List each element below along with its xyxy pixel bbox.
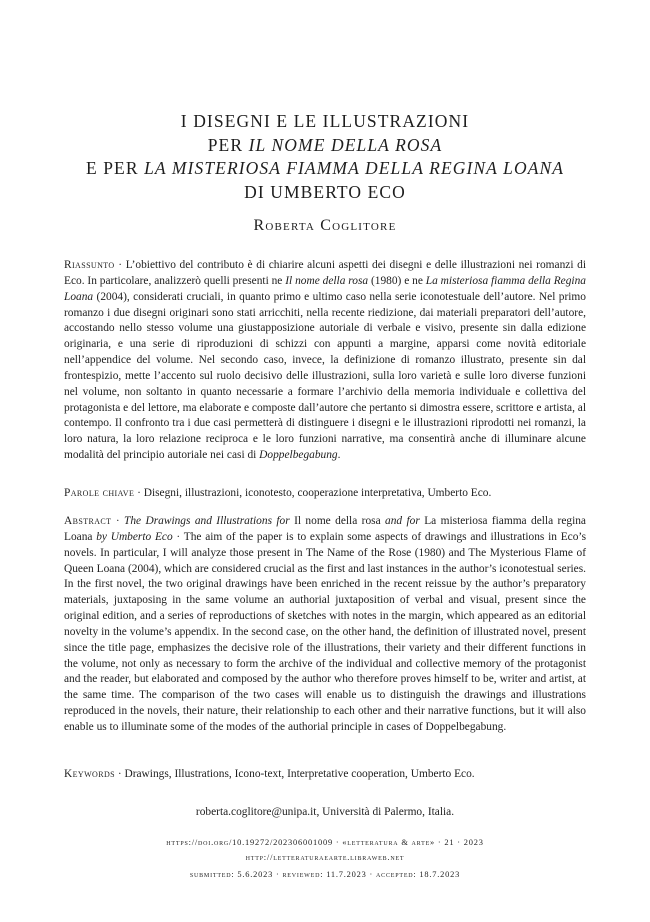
riassunto-italic-2: La misteriosa fiamma della Regina Loana (64, 274, 586, 303)
parole-chiave-separator: · (134, 487, 144, 499)
author-affiliation: roberta.coglitore@unipa.it, Università di Palermo, Italia. (195, 806, 455, 818)
keywords-label: Keywords (64, 768, 115, 780)
abstract-italic-1: The Drawings and Illustrations for (124, 515, 290, 527)
riassunto-text-1: L’obiettivo del contributo è di chiarire alcuni aspetti dei disegni e delle illustrazioni nei romanzi di Eco. In particolare, analizzerò quelli presenti ne (64, 259, 586, 287)
abstract-text-1: Il nome della rosa (289, 515, 386, 527)
doi-line: https://doi.org/10.19272/202306001009 · «letteratura & arte» · 21 · 2023 (166, 838, 484, 847)
riassunto-text-4: . (337, 449, 341, 462)
title-line-3-prefix: E PER (85, 158, 145, 178)
author-name: Roberta Coglitore (253, 217, 397, 234)
riassunto-label: Riassunto (64, 259, 115, 271)
riassunto-italic-3: Doppelbegabung (259, 449, 338, 462)
submission-dates: submitted: 5.6.2023 · reviewed: 11.7.2023 · accepted: 18.7.2023 (189, 870, 461, 879)
title-line-3 (0, 157, 650, 181)
parole-chiave-text: Disegni, illustrazioni, iconotesto, cooperazione interpretativa, Umberto Eco. (143, 487, 492, 499)
riassunto-paragraph (64, 258, 586, 464)
title-line-2-prefix: PER (207, 134, 249, 155)
journal-url: http://letteraturaearte.libraweb.net (245, 853, 405, 862)
title-line-1: I DISEGNI E LE ILLUSTRAZIONI (180, 111, 470, 131)
parole-chiave-label: Parole chiave (64, 487, 135, 499)
title-line-2 (0, 134, 650, 158)
abstract-text-2: La misteriosa fiamma della regina Loana (64, 515, 586, 543)
riassunto-separator: · (114, 259, 126, 271)
keywords-paragraph (64, 767, 586, 783)
title-line-3-italic: LA MISTERIOSA FIAMMA DELLA REGINA LOANA (144, 158, 565, 178)
abstract-separator: · (111, 515, 125, 527)
title-line-4: DI UMBERTO ECO (244, 181, 406, 202)
title-line-2-italic: IL NOME DELLA ROSA (248, 134, 443, 155)
parole-chiave-paragraph (64, 486, 586, 502)
keywords-text: Drawings, Illustrations, Icono-text, Interpretative cooperation, Umberto Eco. (124, 768, 475, 780)
abstract-italic-3: by Umberto Eco (96, 530, 173, 543)
riassunto-text-3: (2004), considerati cruciali, in quanto primo e ultimo caso nella serie iconotestuale dell’autore. Nel primo romanzo i due disegni originari sono stati arricchiti, nella recente riedizione, dai materiali preparatori dell’autore, accostando nello stesso volume una giustapposizione autoriale di verbale e visivo, presente sin dalla edizione originaria, e una serie di riproduzioni di schizzi con appunti a margine, apparsi come novità editoriale nell’appendice del volume. Nel secondo caso, invece, la definizione di romanzo illustrato, presente sin dal frontespizio, mette l’accento sul ruolo decisivo delle illustrazioni, sulla loro varietà e sulle loro diverse funzioni nel volume, non soltanto in quanto necessarie a formare l’archivio della memoria individuale e collettiva del protagonista e del lettore, ma elaborate e composte dall’autore che pertanto si dimostra essere, scrittore e artista, al contempo. Il confronto tra i due casi permetterà di distinguere i disegni e le illustrazioni riprodotti nei romanzi, la loro natura, la loro relazione reciproca e le loro funzioni narrative, ma consentirà anche di illuminare alcune modalità del principio autoriale nei casi di (64, 290, 586, 462)
abstract-italic-2: and for (385, 515, 420, 527)
article-title (0, 110, 650, 235)
abstract-label: Abstract (64, 515, 112, 527)
abstract-text-3: · The aim of the paper is to explain some aspects of drawings and illustrations in Eco’s novels. In particular, I will analyze those present in The Name of the Rose (1980) and The Mysterious Flame of Queen Loana (2004), which are considered crucial as the first and last instances in the author’s iconotestual series. In the first novel, the two original drawings have been enriched in the recent reissue by the author’s preparatory materials, juxtaposing in the same volume an authorial juxtaposition of verbal and visual, present since the original edition, and a series of reproductions of sketches with notes in the margin, which appeared as an editorial novelty in the volume’s appendix. In the second case, on the other hand, the definition of illustrated novel, present since the title page, emphasizes the decisive role of the illustrations, their variety and their different functions in the volume, not only as necessary to form the archive of the individual and collective memory of the protagonist and the reader, but elaborated and composed by the author who therefore proves himself to be, writer and artist, at the same time. The comparison of the two cases will enable us to distinguish the drawings and illustrations reproduced in the novels, their nature, their relationship to each other and their narrative functions, but it will also enable us to illuminate some of the modes of the authorial principle in cases of Doppelbegabung. (64, 530, 586, 733)
keywords-separator: · (114, 768, 125, 780)
riassunto-italic-1: Il nome della rosa (285, 274, 369, 287)
riassunto-text-2: (1980) e ne (368, 274, 426, 287)
abstract-paragraph (64, 514, 586, 736)
